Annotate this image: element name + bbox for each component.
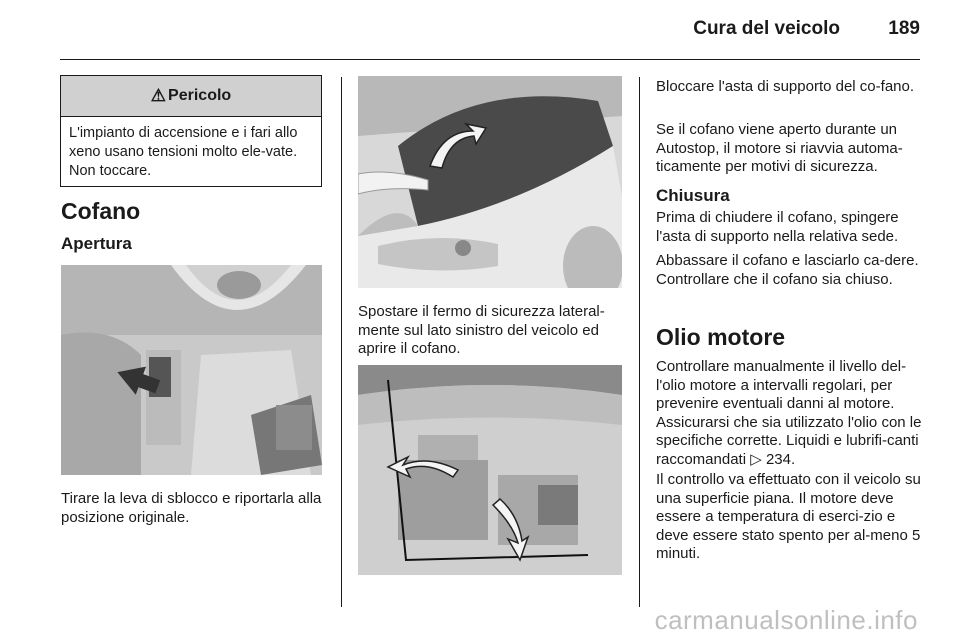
paragraph-closing-prep: Prima di chiudere il cofano, spingere l'asta di supporto nella relativa sede. xyxy=(656,209,899,245)
column-divider-1 xyxy=(341,77,342,607)
section-title: Cura del veicolo xyxy=(693,18,840,39)
page-header xyxy=(60,0,920,60)
paragraph-lock-rod: Bloccare l'asta di supporto del co-fano. xyxy=(656,78,915,95)
page-ref-link[interactable]: 234. xyxy=(765,450,796,468)
paragraph-oil-check: Controllare manualmente il livello del-l'olio motore a intervalli regolari, per prevenire eventuali danni al motore. Assicurarsi che sia utilizzato l'olio con le specifiche corrette. Liquidi e lubrifi-canti raccomandati ▷ 234. xyxy=(656,358,922,468)
danger-warning-box xyxy=(60,75,322,187)
heading-olio-motore: Olio motore xyxy=(656,324,786,350)
caption-hood: Spostare il fermo di sicurezza lateral-mente sul lato sinistro del veicolo ed aprire il cofano. xyxy=(358,303,605,357)
engine-bay-image xyxy=(358,365,622,575)
warning-title: Pericolo xyxy=(168,87,232,104)
warning-text: L'impianto di accensione e i fari allo xeno usano tensioni molto ele-vate. Non toccare. xyxy=(69,125,298,179)
paragraph-oil-conditions: Il controllo va effettuato con il veicolo su una superficie piana. Il motore deve essere a temperatura di eserci-zio e deve essere stato spento per al-meno 5 minuti. xyxy=(656,471,921,562)
page-ref-arrow-icon: ▷ xyxy=(750,450,762,468)
subheading-chiusura: Chiusura xyxy=(656,186,730,205)
heading-cofano: Cofano xyxy=(61,198,141,224)
caption-lever: Tirare la leva di sblocco e riportarla alla posizione originale. xyxy=(61,490,322,526)
paragraph-closing-check: Abbassare il cofano e lasciarlo ca-dere. Controllare che il cofano sia chiuso. xyxy=(656,252,919,288)
page-number: 189 xyxy=(888,18,920,39)
warning-triangle-icon: ⚠ xyxy=(150,86,167,105)
interior-lever-image xyxy=(61,265,322,475)
subheading-apertura: Apertura xyxy=(61,234,132,253)
column-divider-2 xyxy=(639,77,640,607)
watermark: carmanualsonline.info xyxy=(654,605,918,635)
paragraph-autostop: Se il cofano viene aperto durante un Autostop, il motore si riavvia automa-ticamente per motivi di sicurezza. xyxy=(656,121,903,175)
warning-header xyxy=(61,76,321,117)
car-hood-image xyxy=(358,76,622,288)
